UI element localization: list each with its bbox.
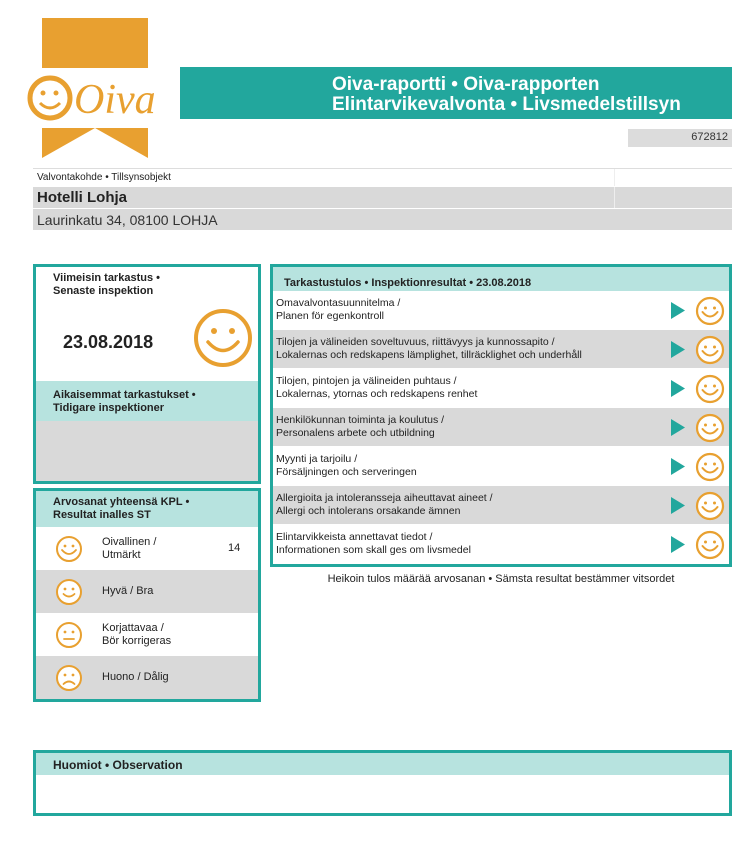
result-label [276,453,417,479]
logo-wordmark: Oiva [74,77,156,123]
latest-title [36,267,258,298]
grades-title-line1: Arvosanat yhteensä KPL • [53,496,190,508]
excellent-smiley-icon [55,535,83,563]
result-label [276,492,493,518]
latest-title-line2: Senaste inspektion [53,285,154,297]
result-label [276,414,444,440]
grade-row-good [36,570,258,613]
previous-title-line2: Tidigare inspektioner [53,402,165,414]
result-label [276,531,471,557]
good-smiley-icon [55,578,83,606]
inspection-target [33,168,732,231]
results-title: Tarkastustulos • Inspektionresultat • 23.08.2018 [273,267,729,291]
result-label-line1: Tilojen ja välineiden soveltuvuus, riittävyys ja kunnossapito / [276,336,555,348]
result-label-line2: Allergi och intolerans orsakande ämnen [276,505,461,517]
result-row [273,447,729,486]
target-name-row [33,187,732,209]
excellent-smiley-icon [695,413,725,443]
grade-count: 14 [228,542,241,554]
result-row [273,408,729,447]
target-label-row [33,168,732,187]
grade-row-needs-correction [36,613,258,656]
report-header [180,67,732,119]
grades-title-line2: Resultat inalles ST [53,509,151,521]
inspection-results-panel [270,264,732,567]
sad-face-icon [55,664,83,692]
grade-label-line1: Oivallinen / [102,536,157,548]
results-note: Heikoin tulos määrää arvosanan • Sämsta resultat bestämmer vitsordet [327,573,675,585]
expand-arrow-icon[interactable] [671,419,685,436]
result-label-line1: Henkilökunnan toiminta ja koulutus / [276,414,445,426]
result-label-line1: Tilojen, pintojen ja välineiden puhtaus / [276,375,457,387]
grades-title [36,491,258,527]
result-label-line2: Informationen som skall ges om livsmedel [276,544,471,556]
result-label [276,375,477,401]
result-row [273,486,729,525]
grade-label [102,622,171,648]
expand-arrow-icon[interactable] [671,536,685,553]
grade-row-poor [36,656,258,699]
excellent-smiley-icon [695,335,725,365]
neutral-face-icon [55,621,83,649]
previous-inspections-title [36,381,258,421]
result-row [273,291,729,330]
expand-arrow-icon[interactable] [671,458,685,475]
grade-label: Hyvä / Bra [102,585,154,597]
result-label-line1: Allergioita ja intoleransseja aiheuttavat aineet / [276,492,493,504]
result-row [273,525,729,564]
result-row [273,330,729,369]
result-label-line2: Personalens arbete och utbildning [276,427,435,439]
grade-label-line2: Bör korrigeras [102,635,172,647]
latest-title-line1: Viimeisin tarkastus • [53,272,160,284]
previous-title-line1: Aikaisemmat tarkastukset • [53,389,196,401]
grade-label: Huono / Dålig [102,671,169,683]
oiva-logo [20,18,170,158]
latest-inspection-panel [33,264,261,484]
excellent-smiley-icon [695,491,725,521]
previous-inspections-list [36,421,258,481]
result-label [276,297,400,323]
expand-arrow-icon[interactable] [671,341,685,358]
report-id: 672812 [628,129,732,147]
observation-title: Huomiot • Observation [36,753,729,775]
grade-label-line1: Korjattavaa / [102,622,164,634]
excellent-smiley-icon [695,296,725,326]
result-label-line2: Planen för egenkontroll [276,310,384,322]
grade-label-line2: Utmärkt [102,549,141,561]
result-label-line2: Lokalernas, ytornas och redskapens renhet [276,388,478,400]
latest-inspection-date: 23.08.2018 [63,332,154,352]
result-label-line1: Omavalvontasuunnitelma / [276,297,401,309]
expand-arrow-icon[interactable] [671,380,685,397]
result-label-line2: Försäljningen och serveringen [276,466,417,478]
target-name: Hotelli Lohja [37,189,127,206]
excellent-smiley-icon [695,530,725,560]
result-label-line2: Lokalernas och redskapens lämplighet, tillräcklighet och underhåll [276,349,582,361]
grades-summary-panel [33,488,261,702]
report-title-line1: Oiva-raportti • Oiva-rapporten [332,74,600,95]
observation-panel [33,750,732,816]
result-label [276,336,582,362]
target-address: Laurinkatu 34, 08100 LOHJA [37,212,218,228]
target-address-row [33,209,732,231]
expand-arrow-icon[interactable] [671,302,685,319]
report-title-line2: Elintarvikevalvonta • Livsmedelstillsyn [332,94,681,115]
grade-row-excellent [36,527,258,570]
excellent-smiley-icon [695,374,725,404]
result-row [273,369,729,408]
target-label: Valvontakohde • Tillsynsobjekt [37,172,171,183]
grade-label [102,536,156,562]
expand-arrow-icon[interactable] [671,497,685,514]
result-label-line1: Myynti ja tarjoilu / [276,453,358,465]
excellent-smiley-icon [192,307,254,369]
result-label-line1: Elintarvikkeista annettavat tiedot / [276,531,433,543]
excellent-smiley-icon [695,452,725,482]
oiva-logo-graphic [20,18,170,158]
